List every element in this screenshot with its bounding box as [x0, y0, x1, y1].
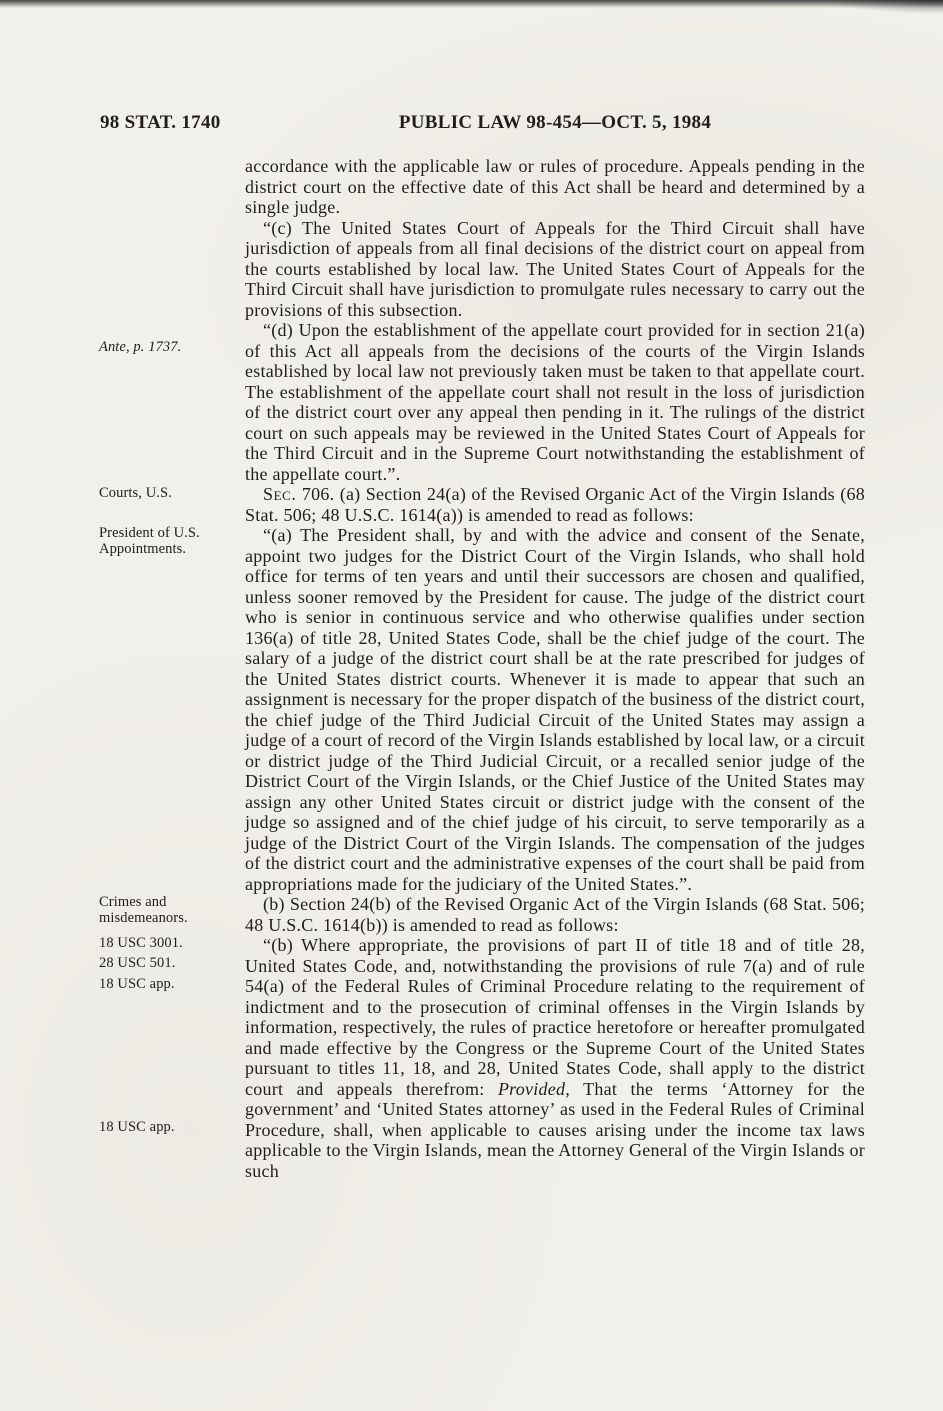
paragraph-text-before-provided: “(b) Where appropriate, the provisions of part II of title 18 and of title 28, United States Code, and, notwithstanding the provisions of rule 7(a) and of rule 54(a) of the Federal Rules of Criminal Procedure relating to the requirement of indictment and to the prosecution of criminal offenses in the Virgin Islands by information, respectively, the rules of practice heretofore or hereafter promulgated and made effective by the Congress or the Supreme Court of the United States pursuant to titles 11, 18, and 28, United States Code, shall apply to the district court and appeals therefrom:	[245, 935, 865, 1099]
paragraph-text	[245, 935, 865, 1181]
statute-page-number: 98 STAT. 1740	[100, 112, 221, 133]
law-title: PUBLIC LAW 98-454—OCT. 5, 1984	[398, 112, 712, 133]
paragraph-subsection-a-president	[99, 525, 865, 894]
paragraph-text: “(a) The President shall, by and with the advice and consent of the Senate, appoint two judges for the District Court of the Virgin Islands, who shall hold office for terms of ten years and until their successors are chosen and qualified, unless sooner removed by the President for cause. The judge of the district court who is senior in continuous service and who otherwise qualifies under section 136(a) of title 28, United States Code, shall be the chief judge of the court. The salary of a judge of the district court shall be at the rate prescribed for judges of the United States district courts. Whenever it is made to appear that such an assignment is necessary for the proper dispatch of the business of the district court, the chief judge of the Third Judicial Circuit of the United States may assign a judge of a court of record of the Virgin Islands established by local law, or a circuit or district judge of the Third Judicial Circuit, or a recalled senior judge of the District Court of the Virgin Islands, or the Chief Justice of the United States may assign any other United States circuit or district judge with the consent of the judge so assigned and of the chief judge of his circuit, to serve temporarily as a judge of the District Court of the Virgin Islands. The compensation of the judges of the district court and the administrative expenses of the court shall be paid from appropriations made for the judiciary of the United States.”.	[245, 525, 865, 894]
paragraph-subsection-d	[99, 320, 865, 484]
page-body	[99, 156, 865, 1181]
margin-note-18usc3001: 18 USC 3001.	[99, 935, 183, 951]
paragraph-text: “(c) The United States Court of Appeals for the Third Circuit shall have jurisdiction of appeals from all final decisions of the district court on appeal from the courts established by local law. The United States Court of Appeals for the Third Circuit shall have jurisdiction to promulgate rules necessary to carry out the provisions of this subsection.	[245, 217, 865, 320]
paragraph-text: accordance with the applicable law or rules of procedure. Appeals pending in the district court on the effective date of this Act shall be heard and determined by a single judge.	[245, 156, 865, 217]
paragraph-sec-706b	[99, 894, 865, 935]
margin-note-28usc501: 28 USC 501.	[99, 955, 176, 971]
section-label: Sec.	[263, 484, 297, 504]
paragraph-subsection-b-rules	[99, 935, 865, 1181]
paragraph-subsection-c	[245, 218, 865, 321]
paragraph-text-after-provided: That the terms ‘Attorney for the government’ and ‘United States attorney’ as used in the Federal Rules of Criminal Procedure, shall, when applicable to causes arising under the income tax laws applicable to the Virgin Islands, mean the Attorney General of the Virgin Islands or such	[245, 1078, 865, 1181]
margin-note-appointments: Appointments.	[99, 541, 187, 557]
paragraph-sec-706a	[99, 484, 865, 525]
paragraph-text: “(d) Upon the establishment of the appellate court provided for in section 21(a) of this Act all appeals from the decisions of the courts of the Virgin Islands established by local law not previously taken must be taken to that appellate court. The establishment of the appellate court shall not result in the loss of jurisdiction of the district court over any appeal then pending in it. The rulings of the district court on such appeals may be reviewed in the United States Court of Appeals for the Third Circuit and in the Supreme Court notwithstanding the establishment of the appellate court.”.	[245, 320, 865, 484]
margin-note-courts-us: Courts, U.S.	[99, 485, 172, 501]
margin-note-18uscapp-2: 18 USC app.	[99, 1119, 175, 1135]
margin-note-crimes: Crimes and misdemeanors.	[99, 894, 188, 926]
paragraph-text-rest: 706. (a) Section 24(a) of the Revised Organic Act of the Virgin Islands (68 Stat. 506; 48 U.S.C. 1614(a)) is amended to read as follows:	[245, 484, 865, 525]
paragraph-text	[245, 484, 865, 525]
page-header	[100, 112, 865, 138]
margin-note-president: President of U.S.	[99, 525, 200, 541]
scan-artifact-top-edge	[0, 0, 943, 8]
provided-label: Provided,	[497, 1078, 570, 1099]
paragraph-continuation	[245, 156, 865, 218]
margin-note-18uscapp-1: 18 USC app.	[99, 976, 175, 992]
paragraph-text: (b) Section 24(b) of the Revised Organic Act of the Virgin Islands (68 Stat. 506; 48 U.S.C. 1614(b)) is amended to read as follows:	[245, 894, 865, 935]
scan-artifact-corner	[823, 0, 943, 14]
margin-note-ante: Ante, p. 1737.	[99, 339, 182, 355]
